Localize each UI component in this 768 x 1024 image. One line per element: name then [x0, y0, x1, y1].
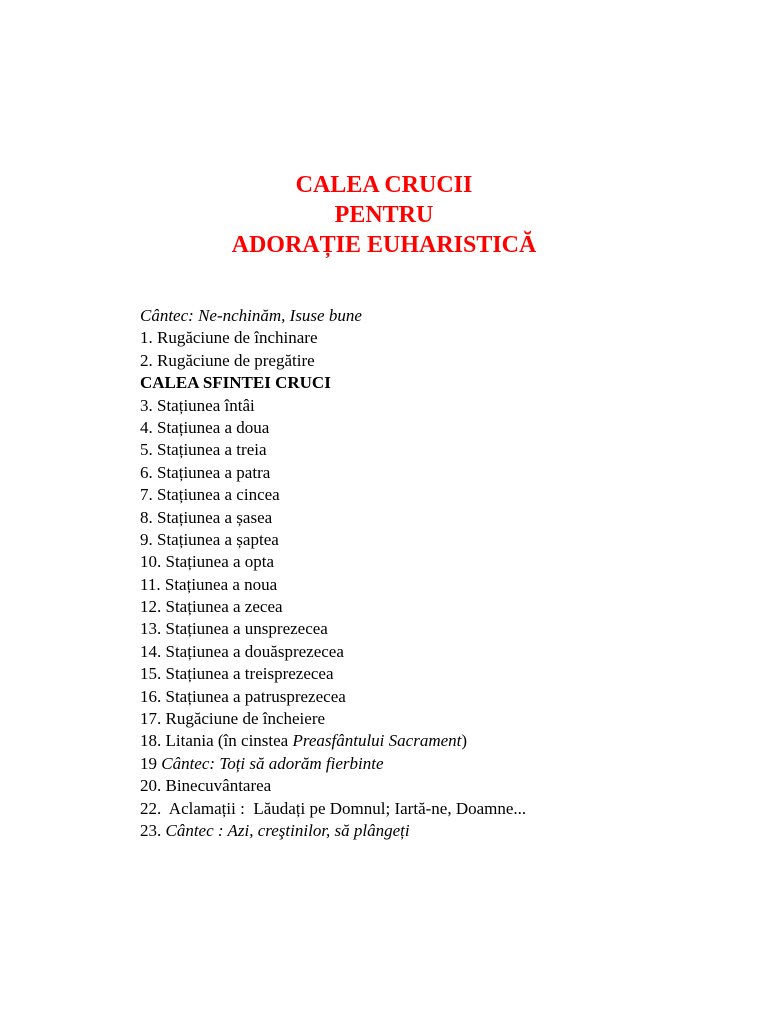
list-item: 12. Stațiunea a zecea	[140, 597, 283, 617]
list-item: 20. Binecuvântarea	[140, 776, 272, 796]
program-list	[140, 305, 740, 842]
list-item: 15. Stațiunea a treisprezecea	[140, 664, 334, 684]
song-title: Cântec : Azi, creştinilor, să plângeți	[165, 820, 410, 840]
list-item-litany	[140, 730, 740, 752]
litany-suffix: )	[461, 731, 468, 751]
list-item: 16. Stațiunea a patrusprezecea	[140, 686, 346, 706]
list-item: 4. Stațiunea a doua	[140, 417, 270, 437]
song-number: 23.	[140, 820, 166, 840]
list-item: 17. Rugăciune de încheiere	[140, 709, 326, 729]
title-line-2: PENTRU	[334, 202, 434, 228]
list-item: 6. Stațiunea a patra	[140, 462, 271, 482]
litany-prefix: 18. Litania (în cinstea	[140, 731, 293, 751]
title-line-3: ADORAȚIE EUHARISTICĂ	[231, 232, 537, 258]
list-item: 5. Stațiunea a treia	[140, 440, 267, 460]
title-line-1: CALEA CRUCII	[295, 172, 473, 198]
list-item-closing-song	[140, 820, 740, 842]
list-item-song	[140, 753, 740, 775]
list-item: 1. Rugăciune de închinare	[140, 328, 318, 348]
list-item: 11. Stațiunea a noua	[140, 574, 278, 594]
list-item: 14. Stațiunea a douăsprezecea	[140, 641, 344, 661]
document-title	[0, 170, 768, 260]
song-number: 19	[140, 753, 162, 773]
list-item: 9. Stațiunea a șaptea	[140, 529, 279, 549]
list-item: 2. Rugăciune de pregătire	[140, 350, 315, 370]
list-item: 3. Stațiunea întâi	[140, 395, 255, 415]
list-item: 13. Stațiunea a unsprezecea	[140, 619, 328, 639]
list-item: 7. Stațiunea a cincea	[140, 485, 280, 505]
litany-italic: Preasfântului Sacrament	[292, 731, 462, 751]
list-item: 8. Stațiunea a șasea	[140, 507, 273, 527]
section-heading: CALEA SFINTEI CRUCI	[140, 373, 331, 393]
list-item: 22. Aclamații : Lăudați pe Domnul; Iartă-ne, Doamne...	[140, 798, 527, 818]
list-item: 10. Stațiunea a opta	[140, 552, 275, 572]
song-title: Cântec: Toți să adorăm fierbinte	[161, 753, 384, 773]
list-item-opening-song: Cântec: Ne-nchinăm, Isuse bune	[140, 306, 362, 325]
